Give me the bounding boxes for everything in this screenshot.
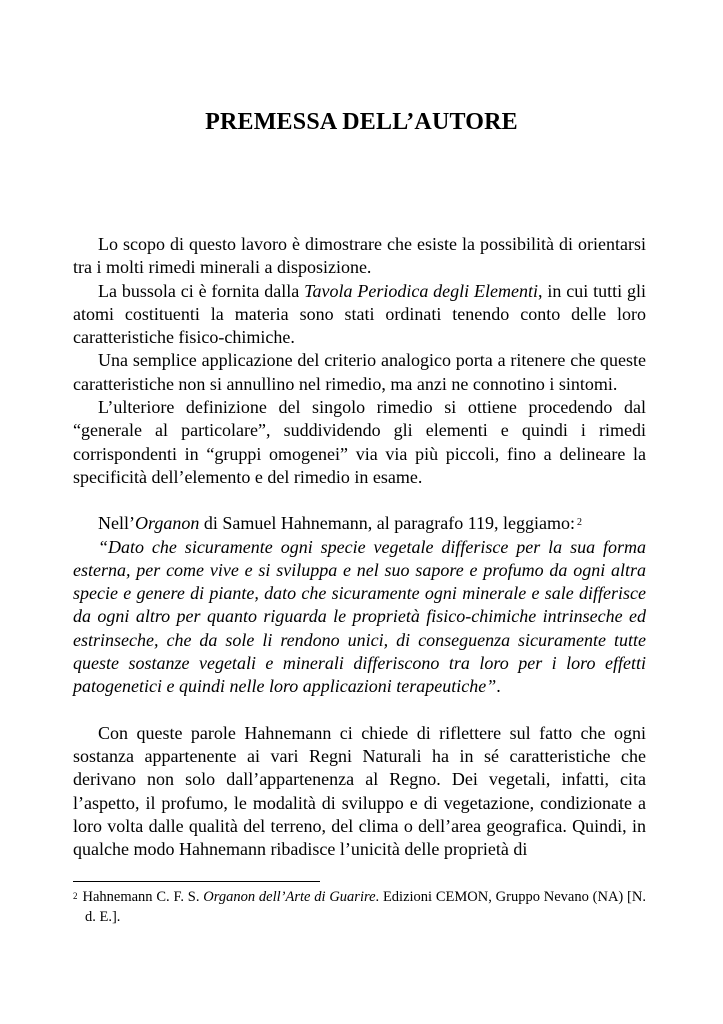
paragraph-5-text-start: Nell’: [98, 513, 135, 534]
quotation: [73, 536, 646, 699]
footnote-number: 2: [73, 891, 78, 901]
body-text: [73, 233, 646, 861]
periodic-table-title: Tavola Periodica degli Elementi: [304, 280, 539, 301]
footnote: [73, 887, 646, 927]
paragraph-5: [73, 512, 646, 535]
footnote-text-end: . Edizioni CEMON, Gruppo Nevano (NA) [N. d. E.].: [85, 889, 646, 925]
paragraph-4: L’ulteriore definizione del singolo rimedio si ottiene procedendo dal “generale al particolare”, suddividendo gli elementi e quindi i rimedi corrispondenti in “gruppi omogenei” via via più piccoli, fino a delineare la specificità dell’elemento e del rimedio in esame.: [73, 397, 646, 487]
footnote-reference: 2: [577, 517, 583, 529]
footnote-divider: [73, 881, 320, 882]
paragraph-2-text-start: La bussola ci è fornita dalla: [98, 280, 305, 301]
page-title: PREMESSA DELL’AUTORE: [205, 109, 518, 135]
organon-title: Organon: [134, 513, 200, 534]
paragraph-5-text-end: di Samuel Hahnemann, al paragrafo 119, leggiamo:: [199, 513, 576, 534]
paragraph-1: Lo scopo di questo lavoro è dimostrare che esiste la possibilità di orientarsi tra i molti rimedi minerali a disposizione.: [73, 234, 646, 278]
paragraph-spacer: [73, 699, 646, 722]
quotation-end: .: [496, 676, 501, 697]
paragraph-2-text-end: , in cui tutti gli atomi costituenti la materia sono stati ordinati tenendo conto delle loro caratteristiche fisico-chimiche.: [73, 280, 646, 348]
paragraph-spacer: [73, 489, 646, 512]
paragraph-6: Con queste parole Hahnemann ci chiede di riflettere sul fatto che ogni sostanza appartenente ai vari Regni Naturali ha in sé caratteristiche che derivano non solo dall’appartenenza al Regno. Dei vegetali, infatti, cita l’aspetto, il profumo, le modalità di sviluppo e di vegetazione, condizionate a loro volta dalle qualità del terreno, del clima o dell’area geografica. Quindi, in qualche modo Hahnemann ribadisce l’unicità delle proprietà di: [73, 722, 646, 860]
paragraph-3: Una semplice applicazione del criterio analogico porta a ritenere che queste caratteristiche non si annullino nel rimedio, ma anzi ne connotino i sintomi.: [73, 350, 646, 394]
footnote-book-title: Organon dell’Arte di Guarire: [203, 889, 376, 905]
quotation-text: “Dato che sicuramente ogni specie vegetale differisce per la sua forma esterna, per come vive e si sviluppa e nel suo sapore e profumo da ogni altra specie e genere di piante, dato che sicuramente ogni minerale e sale differisce da ogni altro per quanto riguarda le proprietà fisico-chimiche intrinseche ed estrinseche, che da sole li rendono unici, di conseguenza sicuramente tutte queste sostanze vegetali e minerali differiscono tra loro per i loro effetti patogenetici e quindi nelle loro applicazioni terapeutiche”: [73, 536, 646, 697]
paragraph-2: [73, 280, 646, 350]
footnote-text-start: Hahnemann C. F. S.: [82, 889, 204, 905]
